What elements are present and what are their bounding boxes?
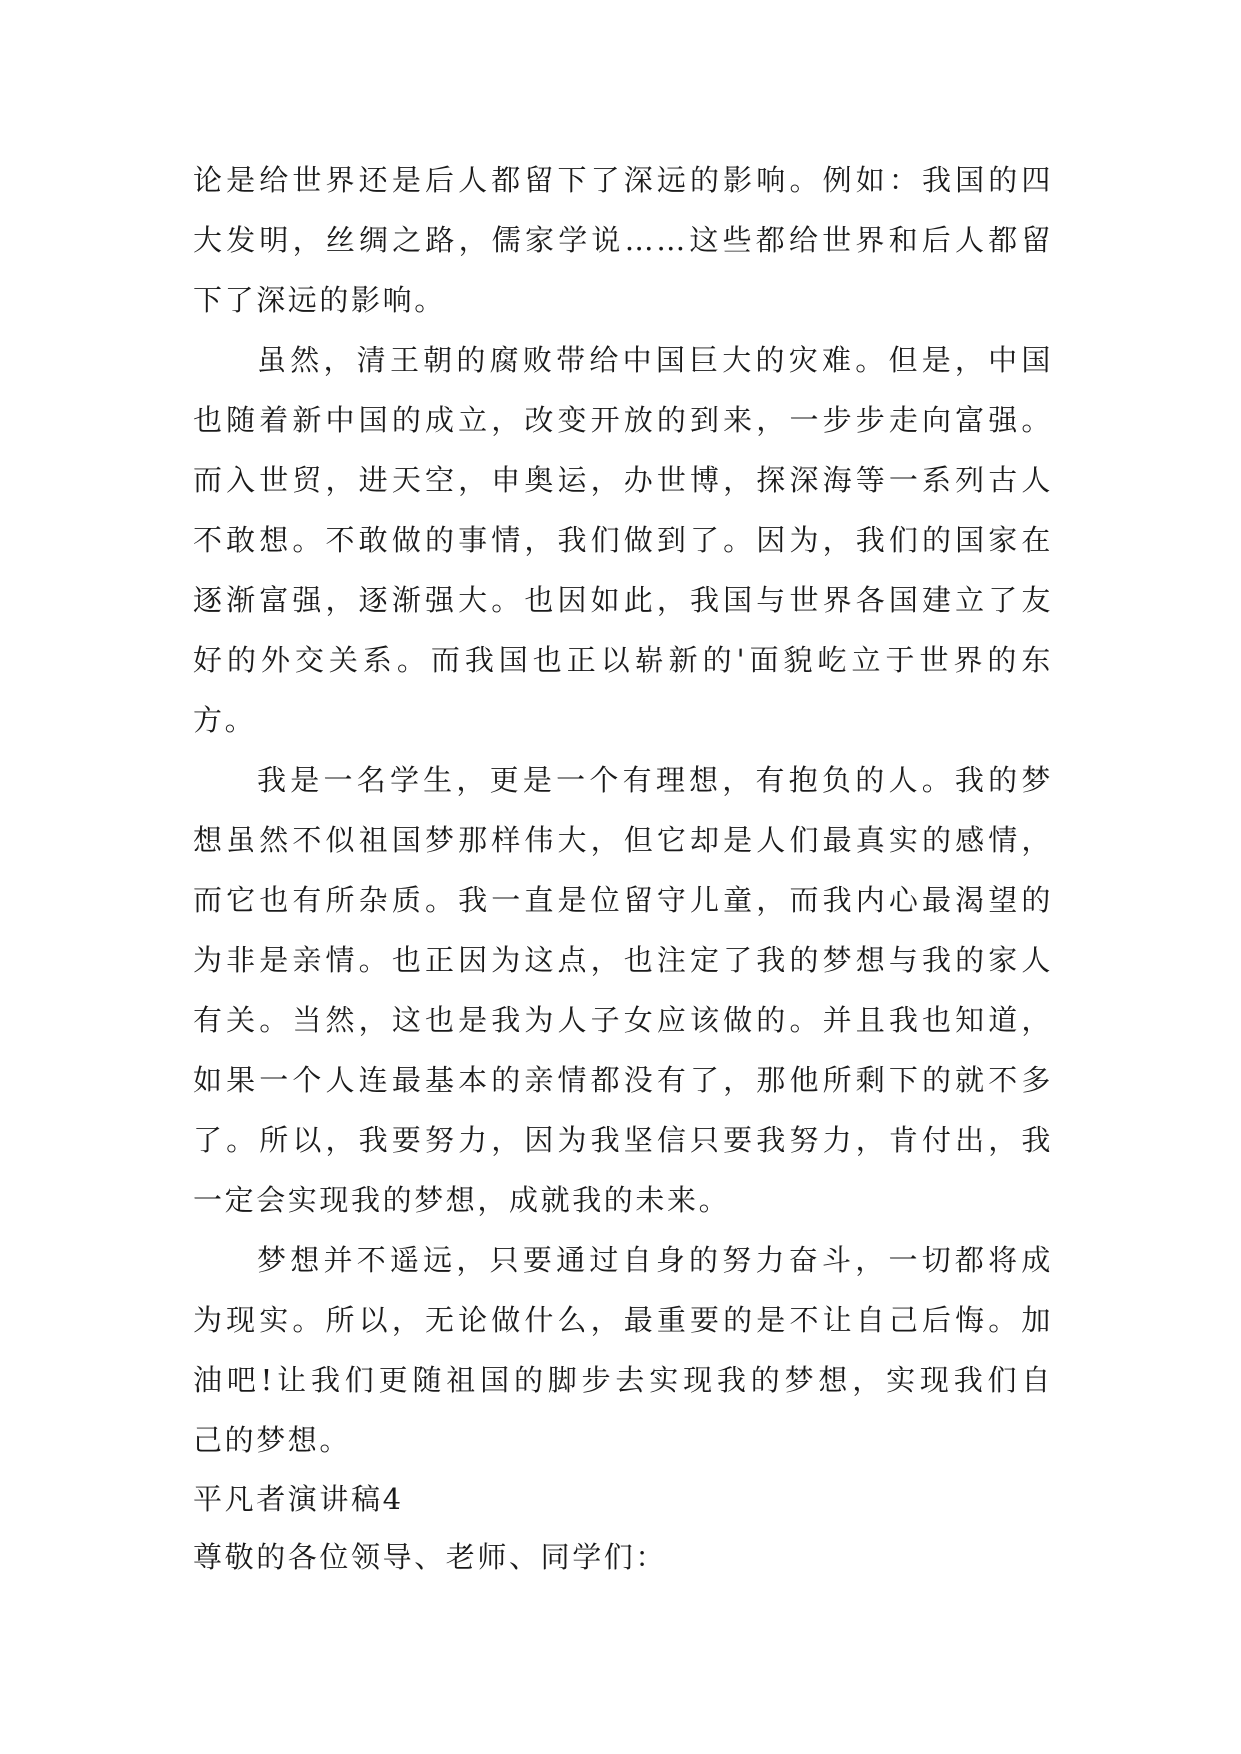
- paragraph-line: 大发明，丝绸之路，儒家学说……这些都给世界和后人都留: [193, 223, 1053, 257]
- paragraph-line: 好的外交关系。而我国也正以崭新的'面貌屹立于世界的东: [193, 643, 1053, 677]
- paragraph-line: 而它也有所杂质。我一直是位留守儿童，而我内心最渴望的: [193, 883, 1053, 917]
- paragraph-line: 为非是亲情。也正因为这点，也注定了我的梦想与我的家人: [193, 943, 1053, 977]
- paragraph-2: [193, 330, 1053, 750]
- paragraph-line: 而入世贸，进天空，申奥运，办世博，探深海等一系列古人: [193, 463, 1053, 497]
- paragraph-line: 己的梦想。: [193, 1423, 352, 1457]
- paragraph-line: 逐渐富强，逐渐强大。也因如此，我国与世界各国建立了友: [193, 583, 1053, 617]
- paragraph-line: 有关。当然，这也是我为人子女应该做的。并且我也知道，: [193, 1003, 1053, 1037]
- document-body: [193, 150, 1053, 1586]
- salutation: 尊敬的各位领导、老师、同学们：: [193, 1540, 668, 1574]
- paragraph-line: 不敢想。不敢做的事情，我们做到了。因为，我们的国家在: [193, 523, 1053, 557]
- paragraph-line: 论是给世界还是后人都留下了深远的影响。例如：我国的四: [193, 163, 1053, 197]
- paragraph-line: 也随着新中国的成立，改变开放的到来，一步步走向富强。: [193, 403, 1053, 437]
- paragraph-line: 油吧!让我们更随祖国的脚步去实现我的梦想，实现我们自: [193, 1363, 1053, 1397]
- paragraph-line: 为现实。所以，无论做什么，最重要的是不让自己后悔。加: [193, 1303, 1053, 1337]
- paragraph-line: 梦想并不遥远，只要通过自身的努力奋斗，一切都将成: [257, 1243, 1053, 1277]
- paragraph-3: [193, 750, 1053, 1230]
- paragraph-line: 一定会实现我的梦想，成就我的未来。: [193, 1183, 731, 1217]
- paragraph-line: 下了深远的影响。: [193, 283, 446, 317]
- paragraph-line: 我是一名学生，更是一个有理想，有抱负的人。我的梦: [257, 763, 1053, 797]
- section-title: 平凡者演讲稿4: [193, 1482, 404, 1516]
- paragraph-line: 想虽然不似祖国梦那样伟大，但它却是人们最真实的感情，: [193, 823, 1053, 857]
- paragraph-4: [193, 1230, 1053, 1470]
- paragraph-line: 了。所以，我要努力，因为我坚信只要我努力，肯付出，我: [193, 1123, 1053, 1157]
- paragraph-1: [193, 150, 1053, 330]
- paragraph-line: 如果一个人连最基本的亲情都没有了，那他所剩下的就不多: [193, 1063, 1053, 1097]
- paragraph-line: 虽然，清王朝的腐败带给中国巨大的灾难。但是，中国: [257, 343, 1053, 377]
- paragraph-line: 方。: [193, 703, 257, 737]
